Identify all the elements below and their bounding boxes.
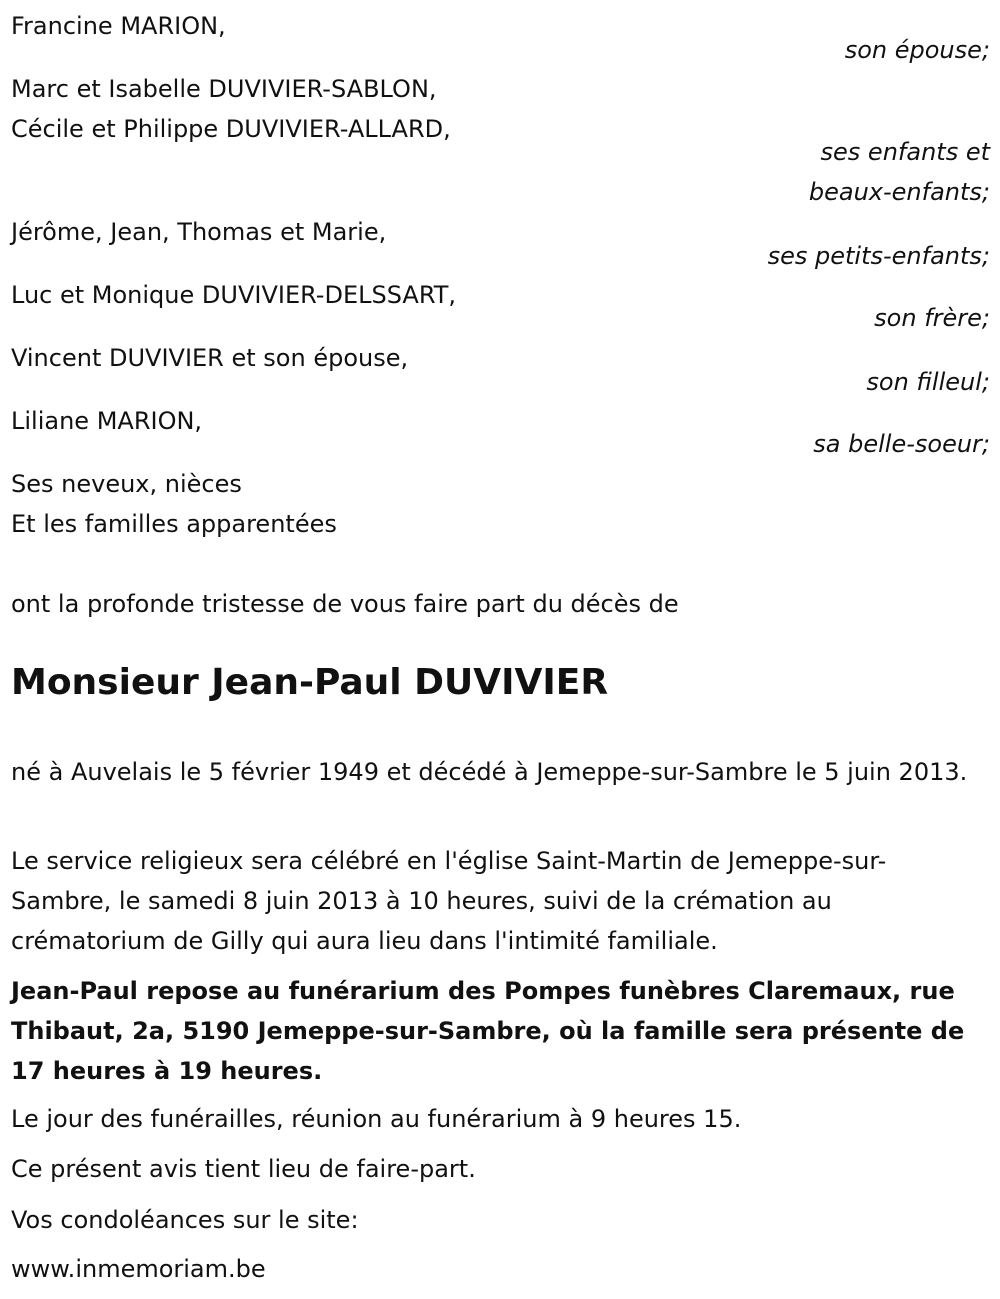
- role-children-in-law: beaux-enfants;: [808, 178, 990, 206]
- role-godson: son filleul;: [866, 368, 990, 396]
- notice-paragraph: Ce présent avis tient lieu de faire-part.: [11, 1155, 476, 1183]
- role-sister-in-law: sa belle-soeur;: [813, 430, 990, 458]
- meeting-paragraph: Le jour des funérailles, réunion au funérarium à 9 heures 15.: [11, 1105, 742, 1133]
- role-children: ses enfants et: [820, 138, 990, 166]
- birth-death-paragraph: né à Auvelais le 5 février 1949 et décédé à Jemeppe-sur-Sambre le 5 juin 2013.: [11, 758, 968, 786]
- condolences-text: Vos condoléances sur le site:: [11, 1206, 359, 1234]
- family-luc-monique: Luc et Monique DUVIVIER-DELSSART,: [11, 281, 457, 309]
- funerarium-paragraph: Jean-Paul repose au funérarium des Pompes funèbres Claremaux, rue Thibaut, 2a, 5190 Jemeppe-sur-Sambre, où la famille sera présente de 17 heures à 19 heures.: [11, 977, 965, 1085]
- website-link[interactable]: www.inmemoriam.be: [11, 1255, 266, 1283]
- role-spouse: son épouse;: [844, 36, 990, 64]
- family-grandchildren: Jérôme, Jean, Thomas et Marie,: [11, 218, 387, 246]
- family-nephews: Ses neveux, nièces: [11, 470, 242, 498]
- intro-text: ont la profonde tristesse de vous faire part du décès de: [11, 590, 679, 618]
- family-francine: Francine MARION,: [11, 12, 226, 40]
- service-paragraph: Le service religieux sera célébré en l'église Saint-Martin de Jemeppe-sur-Sambre, le samedi 8 juin 2013 à 10 heures, suivi de la crémation au crématorium de Gilly qui aura lieu dans l'intimité familiale.: [11, 847, 887, 955]
- family-cecile-philippe: Cécile et Philippe DUVIVIER-ALLARD,: [11, 115, 451, 143]
- role-grandchildren: ses petits-enfants;: [767, 242, 990, 270]
- deceased-name: Monsieur Jean-Paul DUVIVIER: [11, 662, 609, 703]
- family-marc-isabelle: Marc et Isabelle DUVIVIER-SABLON,: [11, 75, 437, 103]
- family-vincent: Vincent DUVIVIER et son épouse,: [11, 344, 409, 372]
- family-relatives: Et les familles apparentées: [11, 510, 337, 538]
- role-brother: son frère;: [874, 304, 990, 332]
- family-liliane: Liliane MARION,: [11, 407, 203, 435]
